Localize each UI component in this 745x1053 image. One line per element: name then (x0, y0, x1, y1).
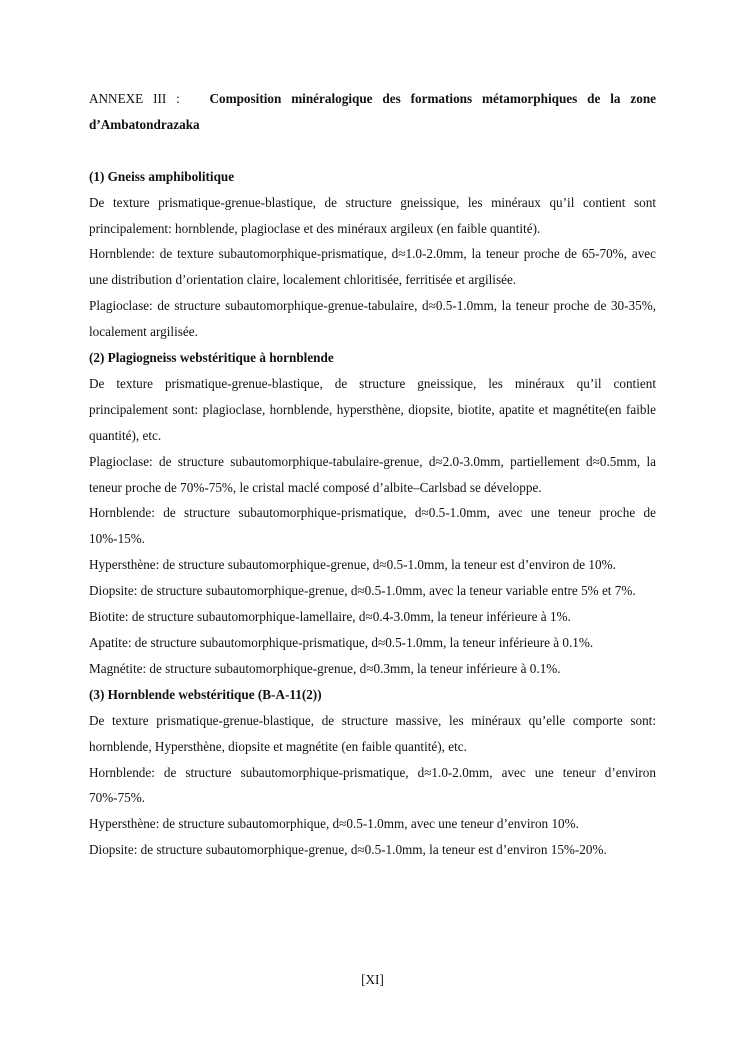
spacer (89, 138, 656, 164)
paragraph: De texture prismatique-grenue-blastique, de structure gneissique, les minéraux qu’il contient principalement sont: plagioclase, hornblende, hypersthène, diopsite, biotite, apatite et magnétite(en faible quantité), etc. (89, 375, 656, 443)
paragraph: Hornblende: de structure subautomorphique-prismatique, d≈0.5-1.0mm, avec une teneur proche de 10%-15%. (89, 505, 656, 547)
section-heading-gneiss-amphibolitique: (1) Gneiss amphibolitique (89, 168, 235, 184)
section-heading-hornblende-websteritique: (3) Hornblende webstéritique (B-A-11(2)) (89, 686, 322, 702)
paragraph: Apatite: de structure subautomorphique-prismatique, d≈0.5-1.0mm, la teneur inférieure à 0.1%. (89, 635, 594, 651)
paragraph: Biotite: de structure subautomorphique-lamellaire, d≈0.4-3.0mm, la teneur inférieure à 1%. (89, 609, 571, 625)
annex-title-prefix: ANNEXE III : (89, 91, 180, 106)
annex-title (89, 86, 656, 138)
document-page (89, 86, 656, 863)
paragraph: De texture prismatique-grenue-blastique, de structure gneissique, les minéraux qu’il contient sont principalement: hornblende, plagioclase et des minéraux argileux (en faible quantité). (89, 194, 656, 236)
annex-title-main: Composition minéralogique des formations métamorphiques de la zone d’Ambatondrazaka (89, 91, 657, 132)
paragraph: Diopsite: de structure subautomorphique-grenue, d≈0.5-1.0mm, avec la teneur variable entre 5% et 7%. (89, 583, 636, 599)
page-number: [XI] (361, 972, 384, 987)
section-heading-plagiogneiss: (2) Plagiogneiss webstéritique à hornblende (89, 350, 334, 366)
paragraph: Diopsite: de structure subautomorphique-grenue, d≈0.5-1.0mm, la teneur est d’environ 15%-20%. (89, 842, 607, 858)
paragraph: Hypersthène: de structure subautomorphique-grenue, d≈0.5-1.0mm, la teneur est d’environ de 10%. (89, 557, 616, 573)
paragraph: Hypersthène: de structure subautomorphique, d≈0.5-1.0mm, avec une teneur d’environ 10%. (89, 816, 579, 832)
paragraph: Hornblende: de structure subautomorphique-prismatique, d≈1.0-2.0mm, avec une teneur d’environ 70%-75%. (89, 764, 656, 806)
paragraph: De texture prismatique-grenue-blastique, de structure massive, les minéraux qu’elle comporte sont: hornblende, Hypersthène, diopsite et magnétite (en faible quantité), etc. (89, 712, 656, 754)
paragraph: Plagioclase: de structure subautomorphique-tabulaire-grenue, d≈2.0-3.0mm, partiellement d≈0.5mm, la teneur proche de 70%-75%, le cristal maclé composé d’albite–Carlsbad se développe. (89, 453, 656, 495)
paragraph: Plagioclase: de structure subautomorphique-grenue-tabulaire, d≈0.5-1.0mm, la teneur proche de 30-35%, localement argilisée. (89, 298, 656, 340)
paragraph: Hornblende: de texture subautomorphique-prismatique, d≈1.0-2.0mm, la teneur proche de 65-70%, avec une distribution d’orientation claire, localement chloritisée, ferritisée et argilisée. (89, 246, 656, 288)
paragraph: Magnétite: de structure subautomorphique-grenue, d≈0.3mm, la teneur inférieure à 0.1%. (89, 660, 561, 676)
